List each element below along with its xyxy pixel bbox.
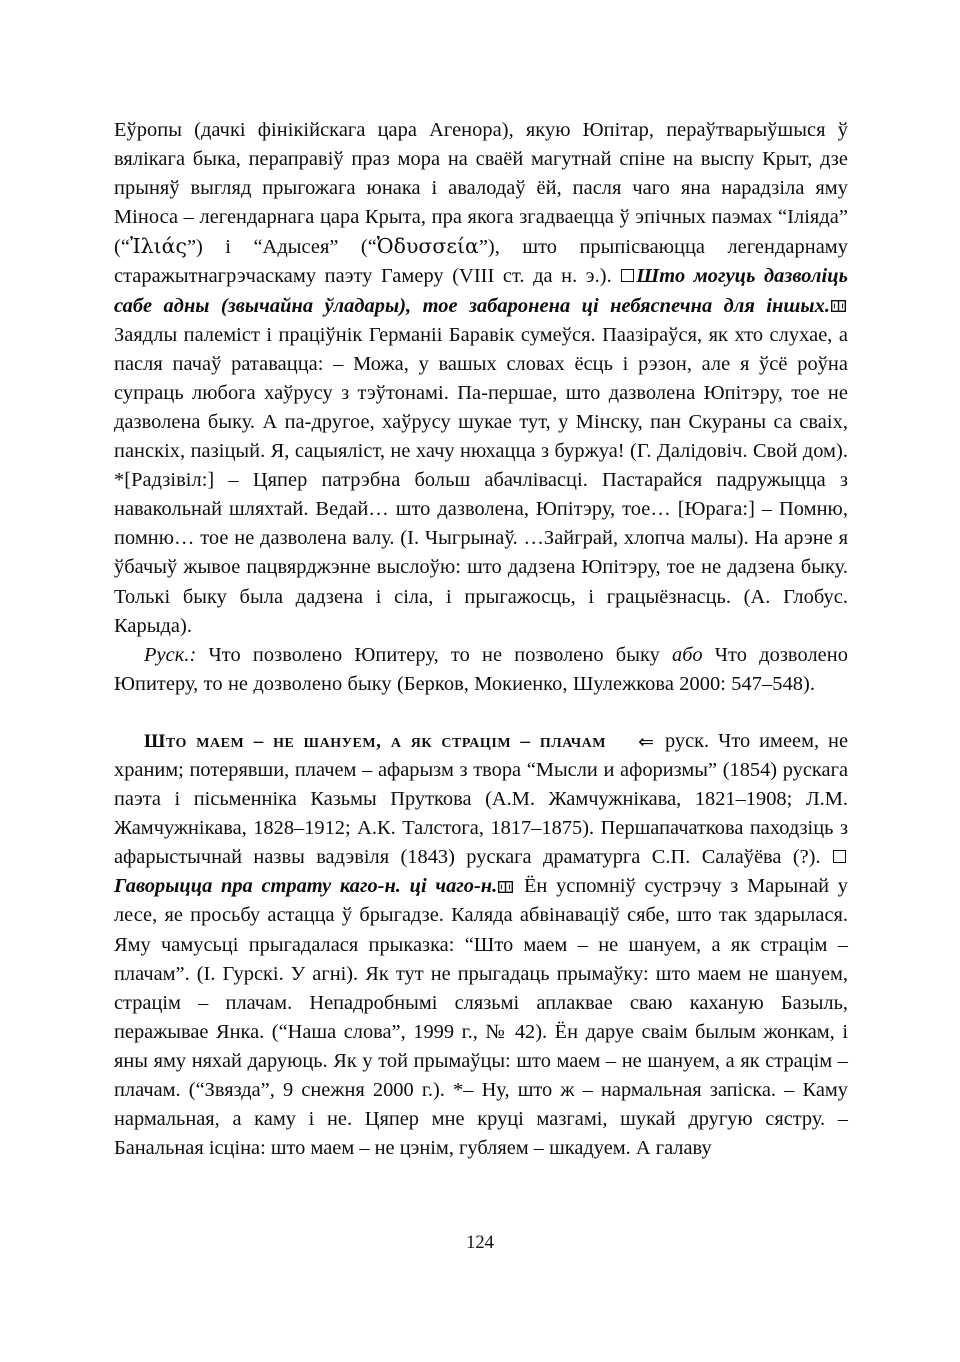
greek-odyssey-title: Ὀδυσσεία: [376, 234, 479, 259]
paragraph-3-text-part-1: руск. Что имеем, не храним; потерявши, плачем – афарызм з твора “Мысли и афоризмы” (1854) рускага паэта і пісьменніка Казьмы Пруткова (А.М. Жамчужнікава, 1821–1908; Л.М. Жамчужнікава, 1828–1912; А.К. Талстога, 1817–1875). Першапачаткова паходзіць з афарыстычнай назвы вадэвіля (1843) рускага драматурга С.П. Салаўёва (?).: [114, 729, 848, 869]
open-book-marker-icon: [831, 300, 846, 312]
paragraph-1-definition: Што могуць дазволіць сабе адны (звычайна ўладары), тое забаронена ці небяспечна для іншых.: [114, 265, 849, 317]
leftwards-double-arrow-icon: ⇐: [638, 730, 654, 753]
headword-shto-maem: Што маем – не шануем, а як страцім – плачам: [144, 730, 607, 752]
paragraph-3-text-part-2: Ён успомніў сустрэчу з Марынай у лесе, яе просьбу астацца ў брыгадзе. Каляда абвінаваціў сябе, што так здарылася. Яму чамусьці прыгадалася прыказка: “Што маем – не шануем, а як страцім – плачам”. (І. Гурскі. У агні). Як тут не прыгадаць прымаўку: што маем не шануем, страцім – плачам. Непадробнымі слязьмі аплаквае сваю каханую Базыль, перажывае Янка. (“Наша слова”, 1999 г., № 42). Ён даруе сваім былым жонкам, і яны яму няхай даруюць. Як у той прымаўцы: што маем – не шануем, а як страцім – плачам. (“Звязда”, 9 снежня 2000 г.). *– Ну, што ж – нармальная запіска. – Каму нармальная, а каму і не. Цяпер мне круці мазгамі, шукай другую сястру. – Банальная ісціна: што маем – не цэнім, губляем – шкадуем. А галаву: [114, 875, 848, 1160]
text-column: [114, 116, 848, 1163]
paragraph-1-text-part-1: Еўропы (дачкі фінікійскага цара Агенора), якую Юпітар, пераўтварыўшыся ў вялікага быка, пераправіў праз мора на сваёй магутнай спіне на выспу Крыт, дзе прыняў выгляд прыгожага юнака і авалодаў ёй, пасля чаго яна нарадзіла яму Міноса – легендарнага цара Крыта, пра якога згадваецца ў эпічных паэмах “Іліяда” (“: [114, 119, 848, 259]
open-book-marker-icon-2: [498, 881, 513, 893]
open-square-marker-icon-2: [833, 850, 846, 863]
paragraph-1-text-part-3: ”), што прыпісваюцца легендарнаму старажытнагрэчаскаму паэту Гамеру (VIII ст. да н. э.).: [114, 236, 849, 288]
conjunction-abo: або: [672, 643, 703, 666]
paragraph-2-text-1: Что позволено Юпитеру, то не позволено быку: [196, 643, 673, 666]
paragraph-1-text-part-4: Заядлы палеміст і праціўнік Германіі Баравік сумеўся. Паазіраўся, як хто слухае, а пасля пачаў ратавацца: – Можа, у вашых словах ёсць і рэзон, але я ўсё роўна супраць любога хаўрусу з тэўтонамі. Па-першае, што дазволена Юпітэру, тое не дазволена быку. А па-другое, хаўрусу шукае тут, у Мінску, пан Скураны са сваіх, панскіх, пазіцый. Я, сацыяліст, не хачу нюхацца з буржуа! (Г. Далідовіч. Свой дом). *[Радзівіл:] – Цяпер патрэбна больш абачлівасці. Пастарайся падружыцца з навакольнай шляхтай. Ведай… што дазволена, Юпітэру, тое… [Юрага:] – Помню, помню… тое не дазволена валу. (І. Чыгрынаў. …Зайграй, хлопча малы). На арэне я ўбачыў жывое пацвярджэнне выслоўю: што дадзена Юпітэру, тое не дадзена быку. Толькі быку была дадзена і сіла, і прыгажосць, і грацыёзнасць. (А. Глобус. Карыда).: [114, 323, 848, 637]
paragraph-russian-equivalent: [114, 641, 848, 699]
paragraph-1-text-part-2: ”) і “Адысея” (“: [186, 236, 377, 259]
greek-iliad-title: Ἰλιάς: [129, 234, 187, 259]
paragraph-3-definition: Гаворыцца пра страту каго-н. ці чаго-н.: [114, 875, 498, 898]
russian-label: Руск.:: [144, 643, 197, 666]
paragraph-shto-maem-entry: [114, 699, 848, 1163]
page-number: 124: [466, 1233, 494, 1253]
open-square-marker-icon: [621, 269, 634, 282]
paragraph-2-text-2: Что дозволено Юпитеру, то не дозволено быку (Берков, Мокиенко, Шулежкова 2000: 547–548).: [114, 643, 848, 695]
paragraph-jupiter-entry: [114, 116, 848, 641]
